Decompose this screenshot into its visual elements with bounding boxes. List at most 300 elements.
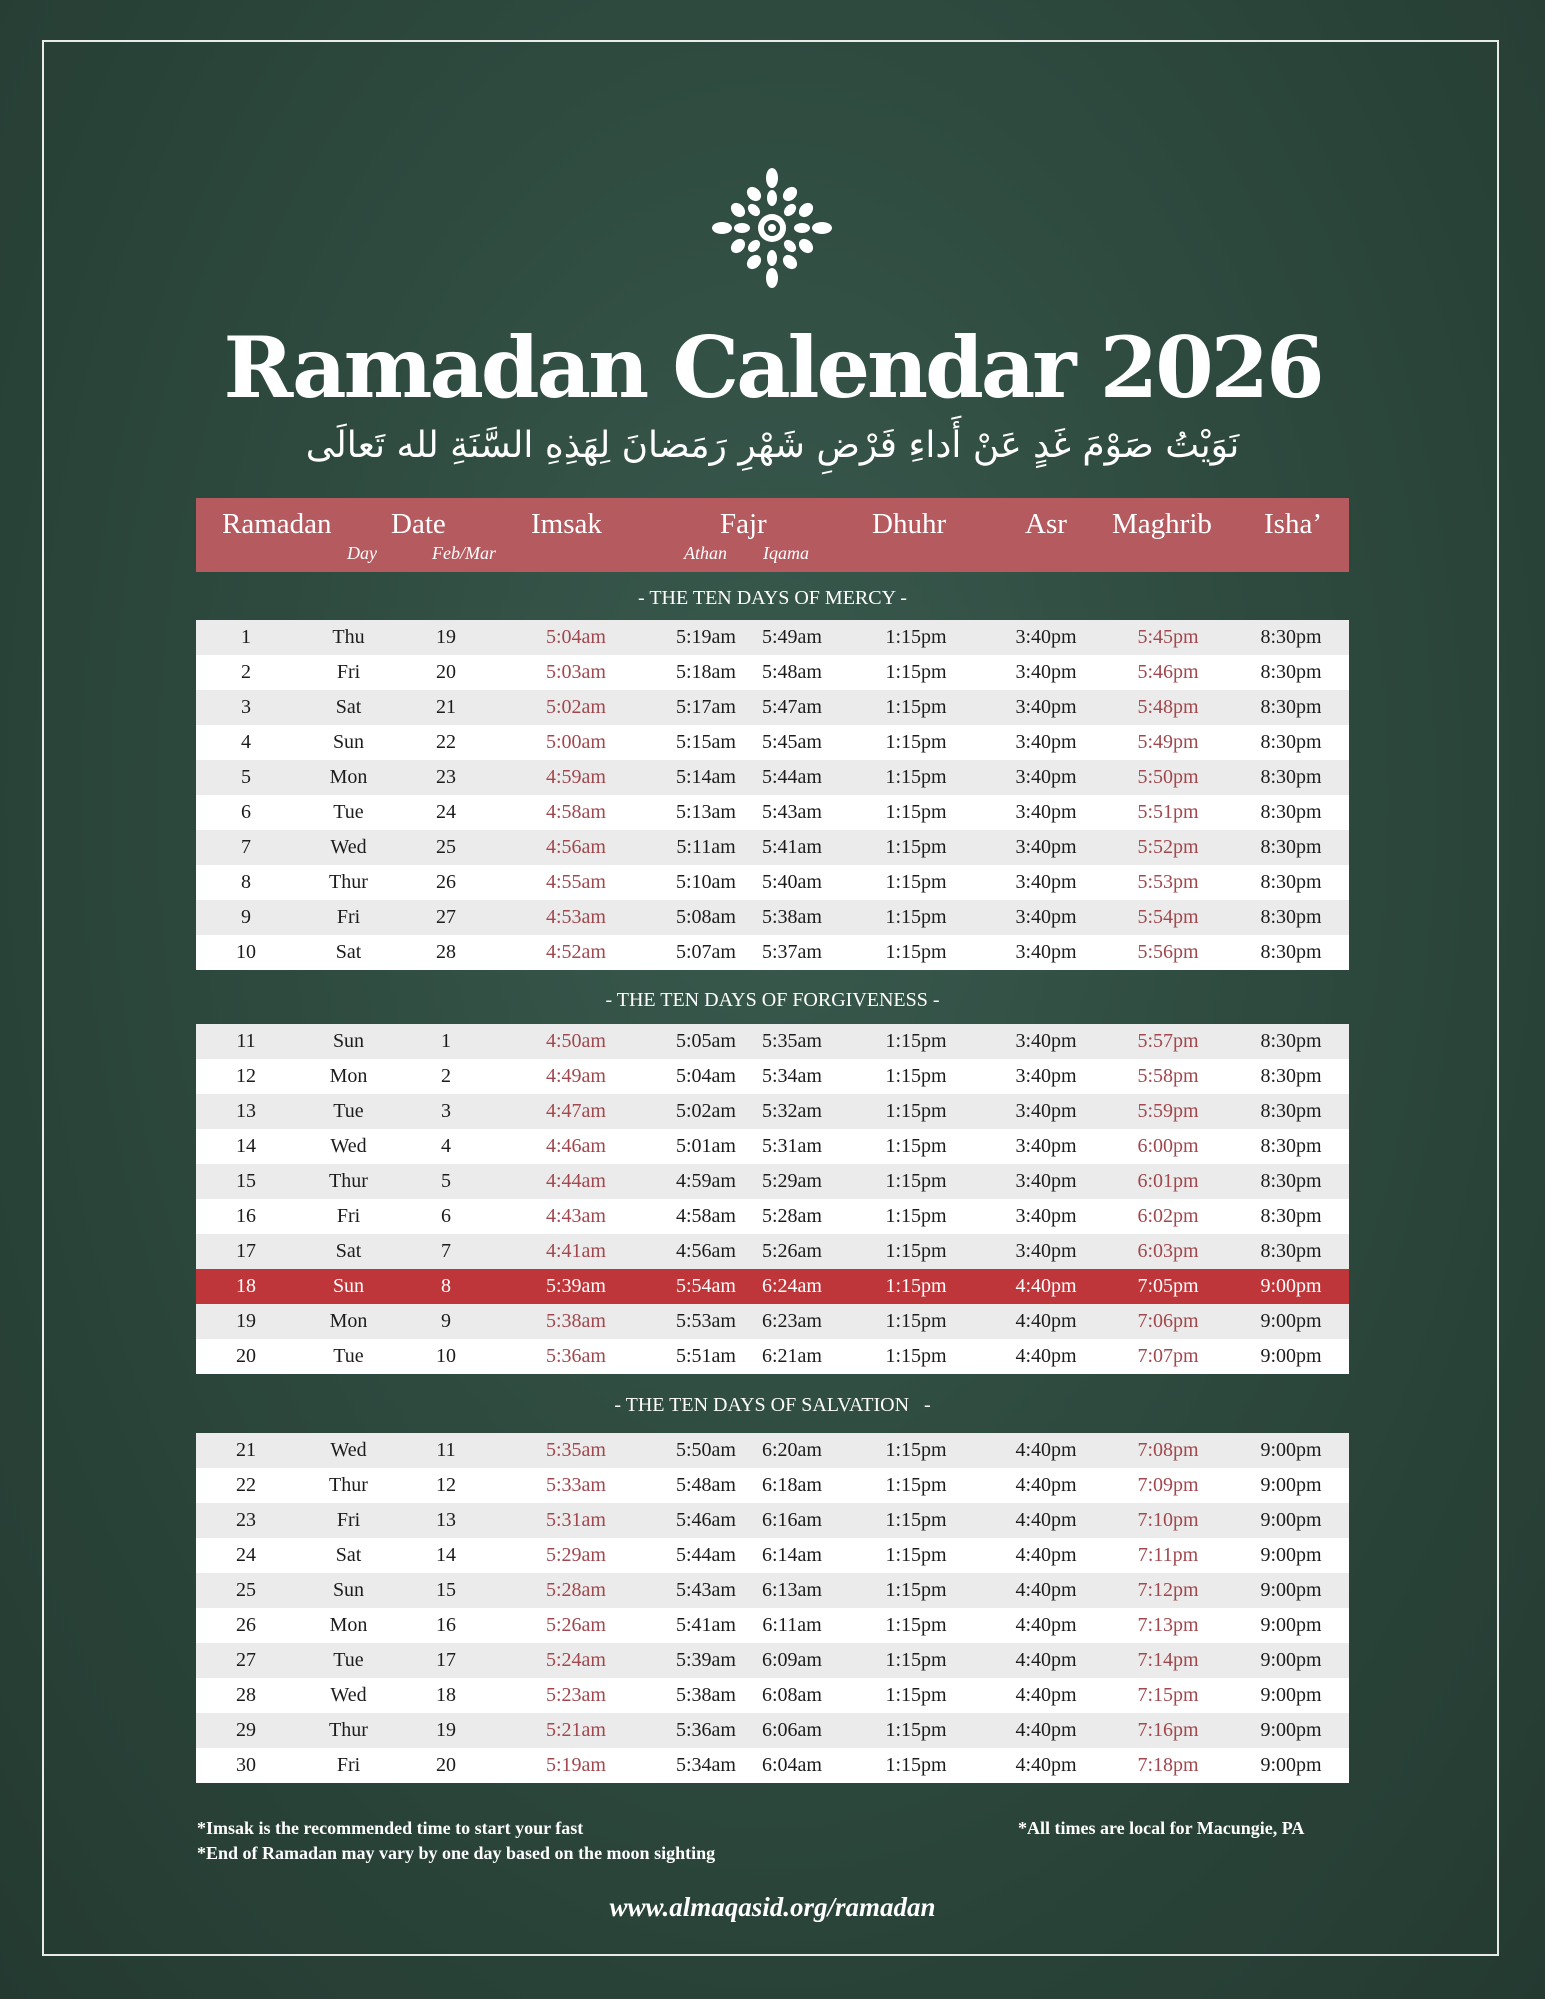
header-asr: Asr [1025, 508, 1067, 540]
imsak-time: 4:41am [546, 1240, 606, 1262]
imsak-time: 5:33am [546, 1474, 606, 1496]
asr-time: 3:40pm [1015, 626, 1077, 648]
isha-time: 8:30pm [1260, 1135, 1322, 1157]
isha-time: 9:00pm [1260, 1544, 1322, 1566]
asr-time: 4:40pm [1015, 1544, 1077, 1566]
weekday: Tue [333, 1649, 364, 1671]
weekday: Mon [329, 1614, 368, 1636]
isha-time: 9:00pm [1260, 1754, 1322, 1776]
section-title-salvation: - THE TEN DAYS OF SALVATION - [614, 1394, 931, 1416]
weekday: Sat [335, 696, 362, 718]
asr-time: 4:40pm [1015, 1275, 1077, 1297]
asr-time: 4:40pm [1015, 1345, 1077, 1367]
imsak-time: 5:26am [546, 1614, 606, 1636]
weekday: Wed [330, 1135, 367, 1157]
fajr-iqama: 6:16am [762, 1509, 822, 1531]
fajr-iqama: 5:26am [762, 1240, 822, 1262]
weekday: Thur [329, 1474, 368, 1496]
date: 18 [436, 1684, 456, 1706]
maghrib-time: 5:48pm [1137, 696, 1199, 718]
isha-time: 9:00pm [1260, 1579, 1322, 1601]
asr-time: 3:40pm [1015, 766, 1077, 788]
ramadan-day: 17 [236, 1240, 256, 1262]
asr-time: 4:40pm [1015, 1474, 1077, 1496]
header-imsak: Imsak [531, 508, 602, 540]
fajr-athan: 5:39am [676, 1649, 736, 1671]
fajr-iqama: 6:13am [762, 1579, 822, 1601]
dhuhr-time: 1:15pm [885, 1310, 947, 1332]
imsak-time: 5:36am [546, 1345, 606, 1367]
fajr-athan: 5:01am [676, 1135, 736, 1157]
table-row [196, 935, 1349, 970]
weekday: Fri [336, 1509, 361, 1531]
weekday: Sat [335, 1240, 362, 1262]
weekday: Mon [329, 1310, 368, 1332]
dhuhr-time: 1:15pm [885, 1649, 947, 1671]
header-athan: Athan [684, 543, 727, 563]
asr-time: 4:40pm [1015, 1614, 1077, 1636]
maghrib-time: 7:08pm [1137, 1439, 1199, 1461]
table-row [196, 830, 1349, 865]
isha-time: 8:30pm [1260, 1170, 1322, 1192]
imsak-time: 4:47am [546, 1100, 606, 1122]
maghrib-time: 6:03pm [1137, 1240, 1199, 1262]
weekday: Sat [335, 941, 362, 963]
weekday: Thur [329, 871, 368, 893]
fajr-athan: 5:17am [676, 696, 736, 718]
fajr-athan: 4:56am [676, 1240, 736, 1262]
date: 24 [436, 801, 456, 823]
dhuhr-time: 1:15pm [885, 1345, 947, 1367]
dhuhr-time: 1:15pm [885, 661, 947, 683]
ramadan-day: 15 [236, 1170, 256, 1192]
fajr-iqama: 5:35am [762, 1030, 822, 1052]
imsak-time: 5:03am [546, 661, 606, 683]
isha-time: 8:30pm [1260, 801, 1322, 823]
date: 14 [436, 1544, 456, 1566]
weekday: Tue [333, 1100, 364, 1122]
asr-time: 3:40pm [1015, 1205, 1077, 1227]
ramadan-day: 6 [241, 801, 251, 823]
dhuhr-time: 1:15pm [885, 1719, 947, 1741]
weekday: Fri [336, 1205, 361, 1227]
ramadan-day: 29 [236, 1719, 256, 1741]
maghrib-time: 7:05pm [1137, 1275, 1199, 1297]
date: 15 [436, 1579, 456, 1601]
fajr-iqama: 5:43am [762, 801, 822, 823]
maghrib-time: 5:45pm [1137, 626, 1199, 648]
weekday: Tue [333, 1345, 364, 1367]
footnote-imsak: *Imsak is the recommended time to start your fast [197, 1818, 584, 1838]
isha-time: 9:00pm [1260, 1275, 1322, 1297]
isha-time: 9:00pm [1260, 1345, 1322, 1367]
isha-time: 9:00pm [1260, 1439, 1322, 1461]
isha-time: 8:30pm [1260, 1100, 1322, 1122]
imsak-time: 5:02am [546, 696, 606, 718]
header-isha: Isha’ [1264, 508, 1322, 540]
date: 3 [441, 1100, 451, 1122]
imsak-time: 5:04am [546, 626, 606, 648]
asr-time: 3:40pm [1015, 836, 1077, 858]
fajr-athan: 4:59am [676, 1170, 736, 1192]
fajr-iqama: 5:49am [762, 626, 822, 648]
arabic-intention: نَوَيْتُ صَوْمَ غَدٍ عَنْ أَداءِ فَرْضِ شَهْرِ رَمَضانَ لِهَذِهِ السَّنَةِ لله تَعالَى [305, 425, 1240, 466]
imsak-time: 4:43am [546, 1205, 606, 1227]
weekday: Sat [335, 1544, 362, 1566]
weekday: Fri [336, 1754, 361, 1776]
table-row [196, 1643, 1349, 1678]
date: 16 [436, 1614, 456, 1636]
imsak-time: 4:46am [546, 1135, 606, 1157]
maghrib-time: 7:18pm [1137, 1754, 1199, 1776]
date: 19 [436, 626, 456, 648]
ramadan-day: 7 [241, 836, 251, 858]
maghrib-time: 7:13pm [1137, 1614, 1199, 1636]
ramadan-day: 28 [236, 1684, 256, 1706]
table-row [196, 1234, 1349, 1269]
weekday: Thur [329, 1719, 368, 1741]
ramadan-day: 16 [236, 1205, 256, 1227]
ramadan-day: 27 [236, 1649, 256, 1671]
table-section-salvation [196, 1433, 1349, 1783]
footnote-local: *All times are local for Macungie, PA [1018, 1818, 1305, 1838]
asr-time: 3:40pm [1015, 661, 1077, 683]
fajr-athan: 5:43am [676, 1579, 736, 1601]
imsak-time: 4:50am [546, 1030, 606, 1052]
fajr-athan: 5:51am [676, 1345, 736, 1367]
fajr-athan: 5:46am [676, 1509, 736, 1531]
fajr-athan: 5:13am [676, 801, 736, 823]
dhuhr-time: 1:15pm [885, 871, 947, 893]
maghrib-time: 7:12pm [1137, 1579, 1199, 1601]
fajr-athan: 5:04am [676, 1065, 736, 1087]
dhuhr-time: 1:15pm [885, 1065, 947, 1087]
table-row [196, 795, 1349, 830]
dhuhr-time: 1:15pm [885, 1579, 947, 1601]
fajr-iqama: 6:04am [762, 1754, 822, 1776]
website-link[interactable]: www.almaqasid.org/ramadan [609, 1892, 936, 1922]
date: 17 [436, 1649, 456, 1671]
asr-time: 3:40pm [1015, 1030, 1077, 1052]
table-row [196, 620, 1349, 655]
ramadan-day: 3 [241, 696, 251, 718]
date: 11 [436, 1439, 456, 1461]
fajr-athan: 5:05am [676, 1030, 736, 1052]
maghrib-time: 5:54pm [1137, 906, 1199, 928]
maghrib-time: 5:57pm [1137, 1030, 1199, 1052]
date: 9 [441, 1310, 451, 1332]
maghrib-time: 5:53pm [1137, 871, 1199, 893]
table-row [196, 1199, 1349, 1234]
isha-time: 8:30pm [1260, 696, 1322, 718]
fajr-athan: 4:58am [676, 1205, 736, 1227]
fajr-athan: 5:08am [676, 906, 736, 928]
date: 4 [441, 1135, 451, 1157]
header-ramadan: Ramadan [222, 508, 332, 540]
asr-time: 4:40pm [1015, 1579, 1077, 1601]
header-maghrib: Maghrib [1112, 508, 1212, 540]
imsak-time: 5:00am [546, 731, 606, 753]
maghrib-time: 5:56pm [1137, 941, 1199, 963]
date: 23 [436, 766, 456, 788]
fajr-iqama: 6:23am [762, 1310, 822, 1332]
fajr-athan: 5:19am [676, 626, 736, 648]
imsak-time: 4:44am [546, 1170, 606, 1192]
weekday: Mon [329, 1065, 368, 1087]
weekday: Mon [329, 766, 368, 788]
fajr-iqama: 5:38am [762, 906, 822, 928]
imsak-time: 4:55am [546, 871, 606, 893]
imsak-time: 5:39am [546, 1275, 606, 1297]
fajr-iqama: 5:28am [762, 1205, 822, 1227]
header-iqama: Iqama [763, 543, 809, 563]
date: 1 [441, 1030, 451, 1052]
isha-time: 8:30pm [1260, 661, 1322, 683]
dhuhr-time: 1:15pm [885, 1684, 947, 1706]
date: 10 [436, 1345, 456, 1367]
table-row [196, 1503, 1349, 1538]
dhuhr-time: 1:15pm [885, 1275, 947, 1297]
weekday: Sun [332, 1275, 365, 1297]
weekday: Sun [332, 1030, 365, 1052]
weekday: Thur [329, 1170, 368, 1192]
fajr-iqama: 5:31am [762, 1135, 822, 1157]
date: 20 [436, 661, 456, 683]
ramadan-day: 9 [241, 906, 251, 928]
header-day: Day [347, 543, 377, 563]
ramadan-day: 2 [241, 661, 251, 683]
weekday: Sun [332, 1579, 365, 1601]
date: 19 [436, 1719, 456, 1741]
fajr-iqama: 5:48am [762, 661, 822, 683]
asr-time: 4:40pm [1015, 1754, 1077, 1776]
isha-time: 9:00pm [1260, 1310, 1322, 1332]
fajr-athan: 5:02am [676, 1100, 736, 1122]
table-row [196, 1129, 1349, 1164]
fajr-iqama: 5:40am [762, 871, 822, 893]
ramadan-day: 18 [236, 1275, 256, 1297]
imsak-time: 4:49am [546, 1065, 606, 1087]
asr-time: 3:40pm [1015, 1240, 1077, 1262]
dhuhr-time: 1:15pm [885, 1474, 947, 1496]
isha-time: 8:30pm [1260, 906, 1322, 928]
dhuhr-time: 1:15pm [885, 1544, 947, 1566]
table-row [196, 690, 1349, 725]
maghrib-time: 6:02pm [1137, 1205, 1199, 1227]
footnote-moon: *End of Ramadan may vary by one day based on the moon sighting [197, 1843, 716, 1863]
fajr-athan: 5:18am [676, 661, 736, 683]
isha-time: 8:30pm [1260, 731, 1322, 753]
section-title-mercy: - THE TEN DAYS OF MERCY - [638, 587, 907, 609]
asr-time: 3:40pm [1015, 696, 1077, 718]
header-dhuhr: Dhuhr [872, 508, 947, 540]
imsak-time: 4:52am [546, 941, 606, 963]
imsak-time: 5:24am [546, 1649, 606, 1671]
ramadan-day: 12 [236, 1065, 256, 1087]
asr-time: 3:40pm [1015, 801, 1077, 823]
isha-time: 8:30pm [1260, 1065, 1322, 1087]
fajr-iqama: 5:44am [762, 766, 822, 788]
fajr-athan: 5:14am [676, 766, 736, 788]
dhuhr-time: 1:15pm [885, 941, 947, 963]
ramadan-day: 14 [236, 1135, 256, 1157]
asr-time: 4:40pm [1015, 1719, 1077, 1741]
imsak-time: 4:58am [546, 801, 606, 823]
dhuhr-time: 1:15pm [885, 1439, 947, 1461]
imsak-time: 5:29am [546, 1544, 606, 1566]
weekday: Fri [336, 661, 361, 683]
table-row [196, 725, 1349, 760]
dhuhr-time: 1:15pm [885, 906, 947, 928]
asr-time: 3:40pm [1015, 941, 1077, 963]
imsak-time: 5:35am [546, 1439, 606, 1461]
table-header [196, 498, 1349, 572]
table-row [196, 1468, 1349, 1503]
ramadan-day: 25 [236, 1579, 256, 1601]
isha-time: 8:30pm [1260, 1205, 1322, 1227]
isha-time: 8:30pm [1260, 871, 1322, 893]
isha-time: 9:00pm [1260, 1509, 1322, 1531]
dhuhr-time: 1:15pm [885, 696, 947, 718]
maghrib-time: 7:10pm [1137, 1509, 1199, 1531]
fajr-iqama: 6:18am [762, 1474, 822, 1496]
weekday: Fri [336, 906, 361, 928]
date: 12 [436, 1474, 456, 1496]
weekday: Wed [330, 1439, 367, 1461]
section-title-forgiveness: - THE TEN DAYS OF FORGIVENESS - [605, 989, 940, 1011]
imsak-time: 5:31am [546, 1509, 606, 1531]
asr-time: 4:40pm [1015, 1310, 1077, 1332]
dhuhr-time: 1:15pm [885, 1205, 947, 1227]
fajr-iqama: 6:20am [762, 1439, 822, 1461]
ramadan-day: 22 [236, 1474, 256, 1496]
isha-time: 8:30pm [1260, 1030, 1322, 1052]
ramadan-day: 20 [236, 1345, 256, 1367]
table-row [196, 1269, 1349, 1304]
fajr-iqama: 5:32am [762, 1100, 822, 1122]
date: 6 [441, 1205, 451, 1227]
imsak-time: 4:53am [546, 906, 606, 928]
table-row [196, 1339, 1349, 1374]
isha-time: 8:30pm [1260, 766, 1322, 788]
fajr-iqama: 6:21am [762, 1345, 822, 1367]
header-date: Date [391, 508, 446, 540]
table-row [196, 1573, 1349, 1608]
imsak-time: 5:21am [546, 1719, 606, 1741]
fajr-athan: 5:07am [676, 941, 736, 963]
table-section-mercy [196, 620, 1349, 970]
dhuhr-time: 1:15pm [885, 836, 947, 858]
table-row [196, 1538, 1349, 1573]
fajr-iqama: 5:37am [762, 941, 822, 963]
table-section-forgiveness [196, 1024, 1349, 1374]
fajr-athan: 5:38am [676, 1684, 736, 1706]
diamond-mandala-icon [708, 164, 836, 292]
ramadan-day: 10 [236, 941, 256, 963]
fajr-iqama: 5:45am [762, 731, 822, 753]
isha-time: 8:30pm [1260, 1240, 1322, 1262]
table-row [196, 1713, 1349, 1748]
fajr-athan: 5:15am [676, 731, 736, 753]
date: 22 [436, 731, 456, 753]
table-row [196, 655, 1349, 690]
asr-time: 4:40pm [1015, 1509, 1077, 1531]
maghrib-time: 6:01pm [1137, 1170, 1199, 1192]
asr-time: 3:40pm [1015, 1100, 1077, 1122]
fajr-athan: 5:36am [676, 1719, 736, 1741]
header-fajr: Fajr [720, 508, 767, 540]
date: 7 [441, 1240, 451, 1262]
table-row [196, 1059, 1349, 1094]
date: 8 [441, 1275, 451, 1297]
maghrib-time: 7:06pm [1137, 1310, 1199, 1332]
asr-time: 4:40pm [1015, 1649, 1077, 1671]
maghrib-time: 7:14pm [1137, 1649, 1199, 1671]
table-row [196, 1304, 1349, 1339]
maghrib-time: 7:07pm [1137, 1345, 1199, 1367]
ramadan-day: 8 [241, 871, 251, 893]
dhuhr-time: 1:15pm [885, 766, 947, 788]
weekday: Thu [332, 626, 365, 648]
ramadan-day: 23 [236, 1509, 256, 1531]
asr-time: 4:40pm [1015, 1439, 1077, 1461]
maghrib-time: 5:59pm [1137, 1100, 1199, 1122]
maghrib-time: 5:52pm [1137, 836, 1199, 858]
isha-time: 9:00pm [1260, 1649, 1322, 1671]
date: 2 [441, 1065, 451, 1087]
date: 27 [436, 906, 456, 928]
fajr-iqama: 6:08am [762, 1684, 822, 1706]
ramadan-day: 19 [236, 1310, 256, 1332]
asr-time: 3:40pm [1015, 1065, 1077, 1087]
imsak-time: 5:19am [546, 1754, 606, 1776]
table-row [196, 865, 1349, 900]
table-row [196, 1433, 1349, 1468]
dhuhr-time: 1:15pm [885, 1135, 947, 1157]
maghrib-time: 7:16pm [1137, 1719, 1199, 1741]
asr-time: 3:40pm [1015, 1170, 1077, 1192]
asr-time: 4:40pm [1015, 1684, 1077, 1706]
fajr-athan: 5:50am [676, 1439, 736, 1461]
fajr-athan: 5:41am [676, 1614, 736, 1636]
fajr-athan: 5:34am [676, 1754, 736, 1776]
dhuhr-time: 1:15pm [885, 1170, 947, 1192]
asr-time: 3:40pm [1015, 906, 1077, 928]
asr-time: 3:40pm [1015, 871, 1077, 893]
dhuhr-time: 1:15pm [885, 1030, 947, 1052]
maghrib-time: 5:50pm [1137, 766, 1199, 788]
table-row [196, 1748, 1349, 1783]
table-row [196, 1164, 1349, 1199]
date: 28 [436, 941, 456, 963]
asr-time: 3:40pm [1015, 1135, 1077, 1157]
fajr-iqama: 6:24am [762, 1275, 822, 1297]
maghrib-time: 5:49pm [1137, 731, 1199, 753]
fajr-athan: 5:11am [676, 836, 736, 858]
table-row [196, 1608, 1349, 1643]
fajr-iqama: 6:09am [762, 1649, 822, 1671]
fajr-iqama: 6:06am [762, 1719, 822, 1741]
date: 13 [436, 1509, 456, 1531]
ramadan-day: 21 [236, 1439, 256, 1461]
isha-time: 9:00pm [1260, 1684, 1322, 1706]
weekday: Tue [333, 801, 364, 823]
imsak-time: 5:28am [546, 1579, 606, 1601]
imsak-time: 5:23am [546, 1684, 606, 1706]
ramadan-day: 24 [236, 1544, 256, 1566]
maghrib-time: 6:00pm [1137, 1135, 1199, 1157]
fajr-iqama: 5:34am [762, 1065, 822, 1087]
